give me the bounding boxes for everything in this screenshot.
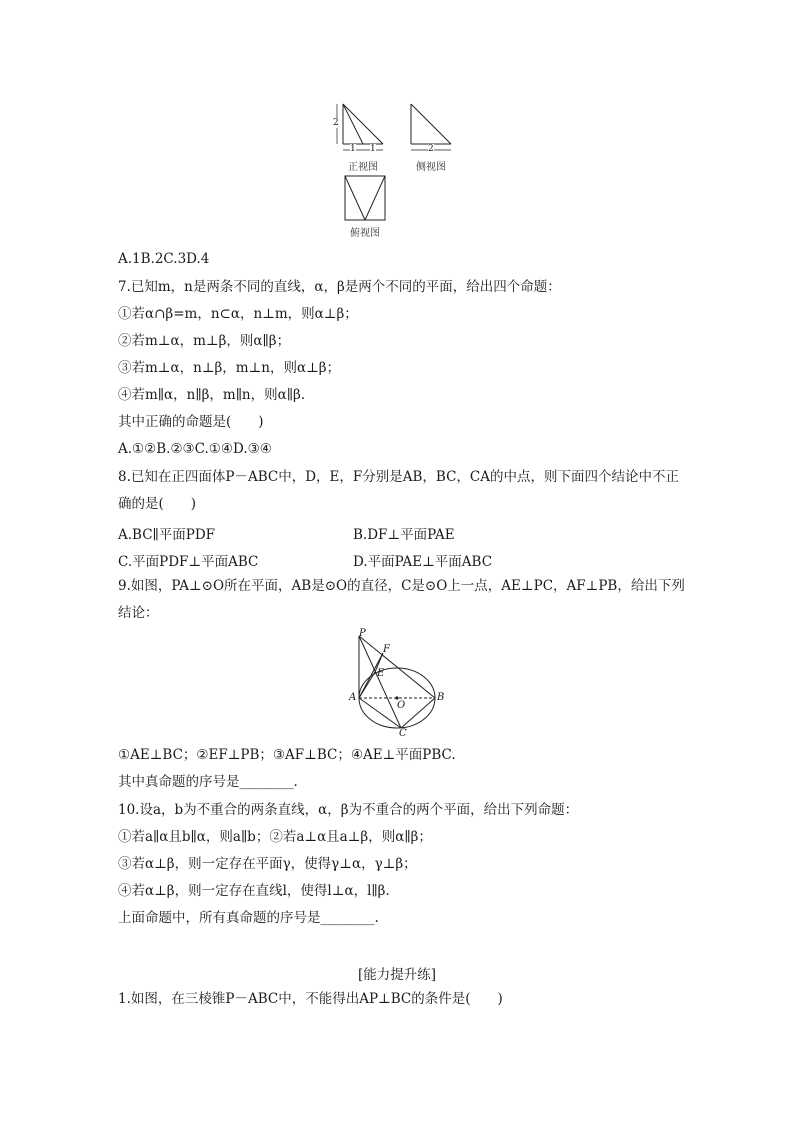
q7-options: A.①②B.②③C.①④D.③④ (118, 441, 272, 457)
q6-options: A.1B.2C.3D.4 (118, 251, 210, 267)
q7-stem: 7.已知m，n是两条不同的直线，α，β是两个不同的平面，给出四个命题： (118, 279, 561, 295)
q9-stem-line2: 结论： (118, 605, 159, 621)
practice-q1: 1.如图，在三棱锥P－ABC中，不能得出AP⊥BC的条件是( ) (118, 991, 503, 1007)
side-view-caption: 侧视图 (416, 162, 446, 173)
point-p-label: P (359, 628, 366, 639)
q9-conclusions: ①AE⊥BC；②EF⊥PB；③AF⊥BC；④AE⊥平面PBC. (118, 747, 456, 763)
q9-ask: 其中真命题的序号是________. (118, 774, 298, 790)
q8-option-c: C.平面PDF⊥平面ABC (118, 554, 259, 570)
q10-stem: 10.设a，b为不重合的两条直线，α，β为不重合的两个平面，给出下列命题： (118, 802, 579, 818)
circle-geometry-figure (345, 628, 455, 738)
q8-stem-line2: 确的是( ) (118, 496, 197, 512)
point-c-label: C (399, 728, 407, 739)
q10-ask: 上面命题中，所有真命题的序号是________. (118, 910, 379, 926)
section-title: [能力提升练] (357, 967, 437, 983)
top-view-caption: 俯视图 (350, 228, 380, 239)
dim-right-label: 1 (370, 144, 376, 154)
q7-proposition-3: ③若m⊥α，n⊥β，m⊥n，则α⊥β； (118, 360, 341, 376)
q8-stem-line1: 8.已知在正四面体P－ABC中，D，E，F分别是AB，BC，CA的中点，则下面四个结论中不正 (118, 469, 680, 485)
q10-proposition-4: ④若α⊥β，则一定存在直线l，使得l⊥α，l∥β. (118, 883, 390, 899)
q10-propositions-1-2: ①若a∥α且b∥α，则a∥b；②若a⊥α且a⊥β，则α∥β； (118, 829, 432, 845)
q8-option-b: B.DF⊥平面PAE (353, 527, 455, 543)
q9-stem-line1: 9.如图，PA⊥⊙O所在平面，AB是⊙O的直径，C是⊙O上一点，AE⊥PC，AF⊥PB，给出下列 (118, 578, 685, 594)
point-e-label: E (377, 668, 385, 679)
point-f-label: F (383, 644, 390, 655)
point-a-label: A (349, 692, 357, 703)
front-view-caption: 正视图 (348, 162, 378, 173)
three-view-figure (325, 98, 465, 238)
point-b-label: B (437, 692, 445, 703)
q8-option-a: A.BC∥平面PDF (118, 527, 216, 543)
q8-option-d: D.平面PAE⊥平面ABC (353, 554, 493, 570)
dim-side-label: 2 (428, 144, 434, 154)
point-o-label: O (397, 700, 406, 711)
circle-geometry-drawing (345, 628, 455, 738)
q7-proposition-1: ①若α∩β=m，n⊂α，n⊥m，则α⊥β； (118, 306, 358, 322)
q7-ask: 其中正确的命题是( ) (118, 414, 264, 430)
q10-proposition-3: ③若α⊥β，则一定存在平面γ，使得γ⊥α，γ⊥β； (118, 856, 417, 872)
q7-proposition-4: ④若m∥α，n∥β，m∥n，则α∥β. (118, 387, 306, 403)
q7-proposition-2: ②若m⊥α，m⊥β，则α∥β； (118, 333, 291, 349)
dim-left-label: 1 (350, 144, 356, 154)
dim-height-label: 2 (333, 118, 339, 128)
